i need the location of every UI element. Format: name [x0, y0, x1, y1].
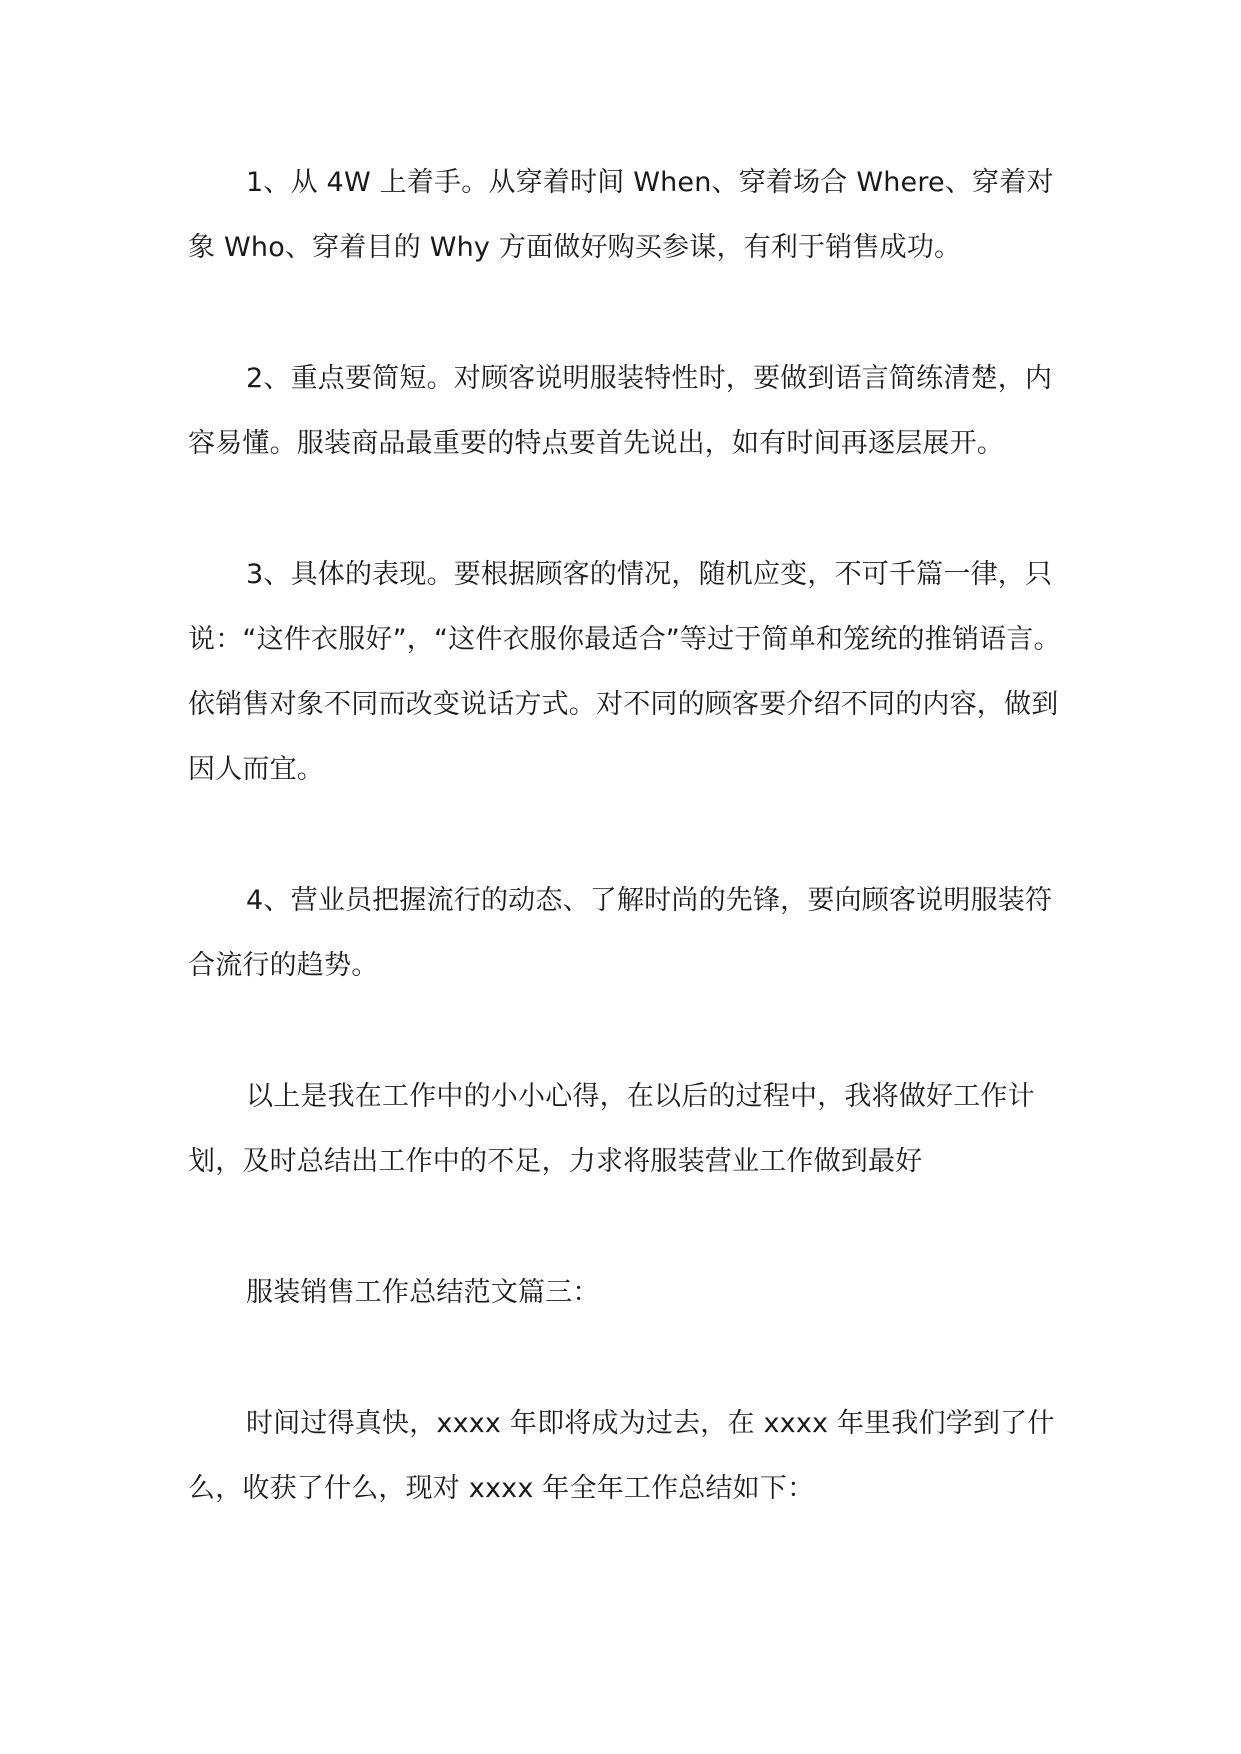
paragraph-tip-trend: 4、营业员把握流行的动态、了解时尚的先锋，要向顾客说明服装符合流行的趋势。 — [188, 885, 1053, 981]
paragraph-conclusion: 以上是我在工作中的小小心得，在以后的过程中，我将做好工作计划，及时总结出工作中的不足，力求将服装营业工作做到最好 — [188, 1081, 1035, 1177]
section-heading: 服装销售工作总结范文篇三： — [246, 1277, 600, 1308]
document-body — [188, 150, 1078, 1587]
paragraph-tip-brief: 2、重点要简短。对顾客说明服装特性时，要做到语言简练清楚，内容易懂。服装商品最重要的特点要首先说出，如有时间再逐层展开。 — [188, 363, 1053, 459]
paragraph-tip-specific: 3、具体的表现。要根据顾客的情况，随机应变，不可千篇一律，只说：“这件衣服好”，“这件衣服你最适合”等过于简单和笼统的推销语言。依销售对象不同而改变说话方式。对不同的顾客要介绍不同的内容，做到因人而宜。 — [188, 559, 1061, 785]
paragraph-tip-4w: 1、从 4W 上着手。从穿着时间 When、穿着场合 Where、穿着对象 Who、穿着目的 Why 方面做好购买参谋，有利于销售成功。 — [188, 167, 1054, 263]
paragraph-intro: 时间过得真快，xxxx 年即将成为过去，在 xxxx 年里我们学到了什么，收获了什么，现对 xxxx 年全年工作总结如下： — [188, 1408, 1055, 1504]
